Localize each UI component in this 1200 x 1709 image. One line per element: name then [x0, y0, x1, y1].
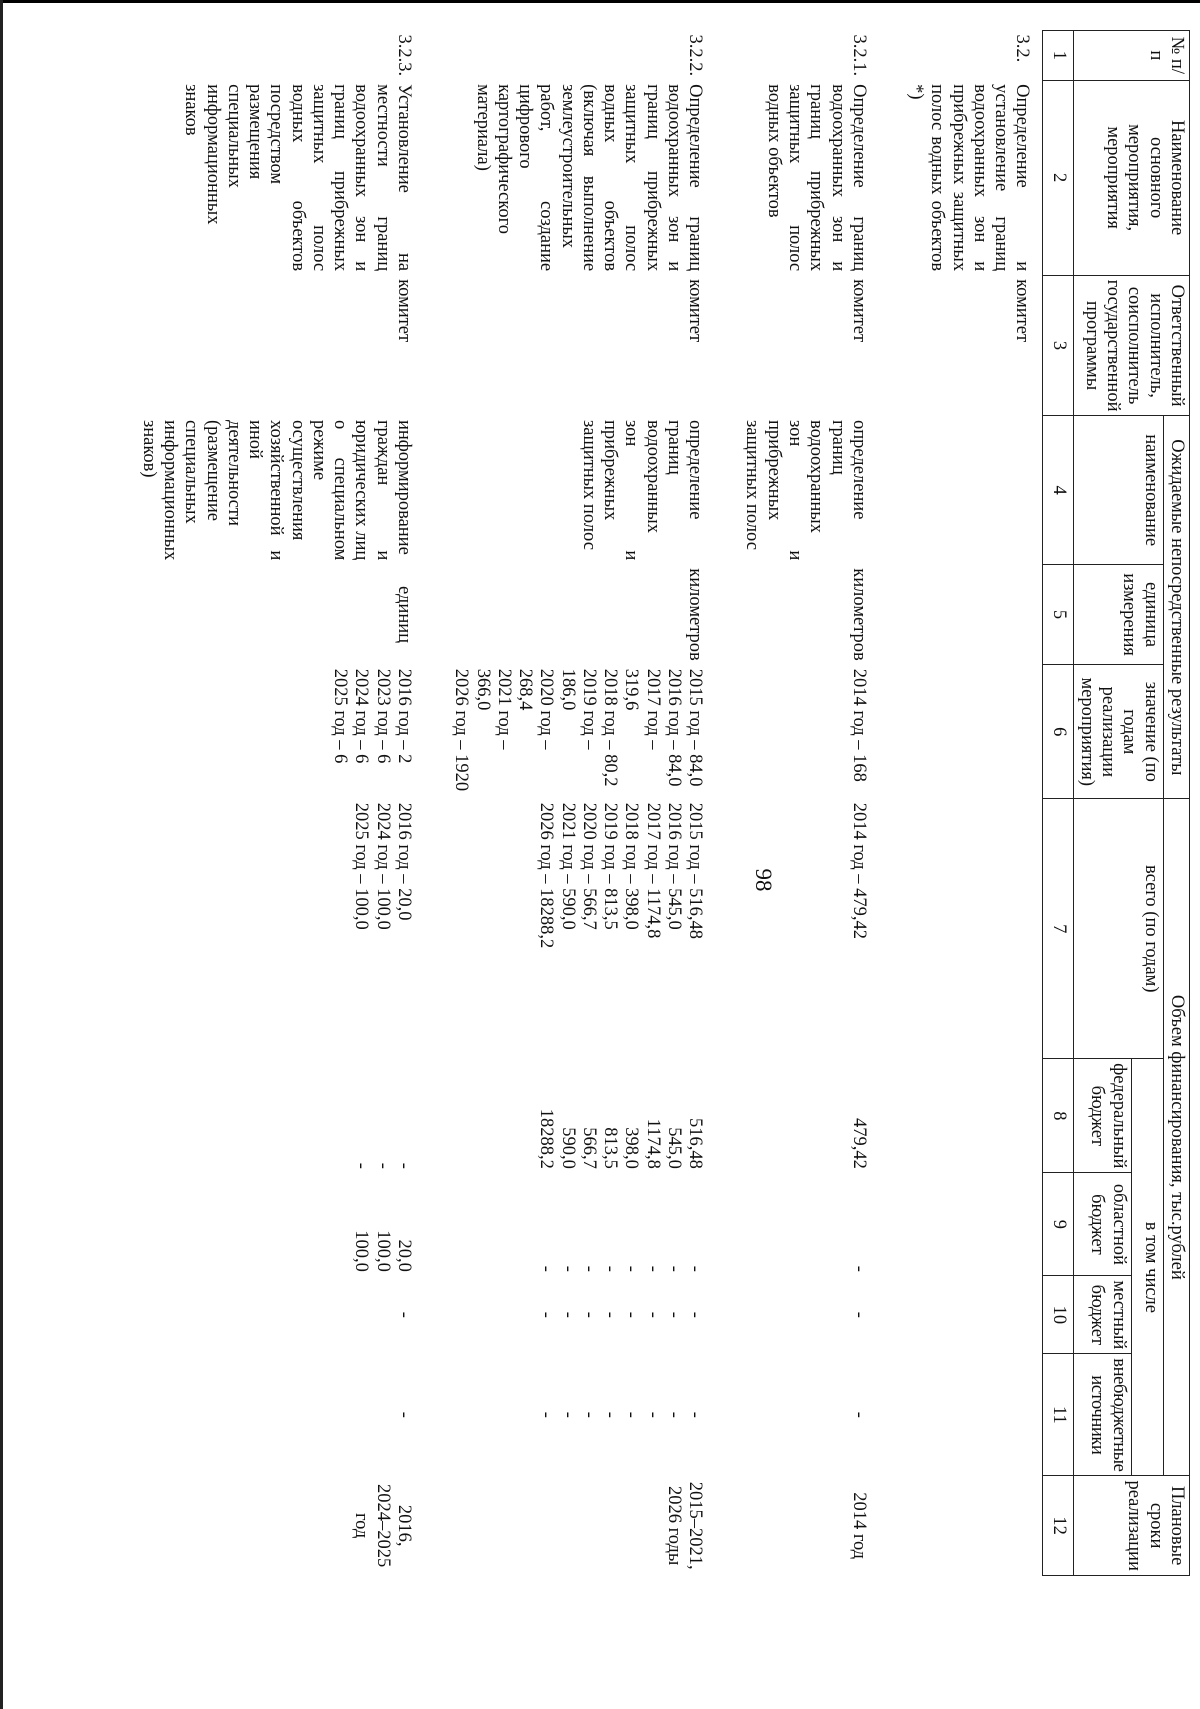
regional-budget-cell — [739, 1173, 903, 1276]
regional-budget-line: - — [578, 1265, 599, 1272]
responsible: комитет — [685, 279, 706, 343]
result-unit: единиц — [394, 586, 415, 644]
table-body — [136, 31, 1043, 1576]
local-budget-line: - — [663, 1311, 684, 1318]
responsible-cell — [739, 275, 903, 416]
local-budget-line: - — [685, 1311, 706, 1318]
header-including: в том числе — [1131, 1059, 1163, 1476]
regional-budget-cell — [136, 1173, 448, 1276]
funding-totals-line: 2016 год – 545,0 — [663, 802, 684, 930]
funding-totals-line: 2020 год – 566,7 — [578, 802, 599, 930]
federal-budget-cell — [448, 1059, 739, 1173]
header-results-group: Ожидаемые непосредственные результаты — [1163, 416, 1189, 799]
funding-totals-line: 2016 год – 20,0 — [394, 802, 415, 921]
funding-totals-line: 2018 год – 398,0 — [621, 802, 642, 930]
regional-budget-line: - — [621, 1265, 642, 1272]
program-table — [136, 30, 1190, 1576]
result-name: определение границ водоохранных зон и прибрежных защитных полос — [742, 419, 869, 561]
regional-budget-line: 100,0 — [372, 1230, 393, 1272]
row-number: 3.2. — [1012, 34, 1033, 63]
local-budget-line: - — [394, 1311, 415, 1318]
federal-budget-line: 1174,8 — [642, 1118, 663, 1169]
result-values-line: 2024 год – 6 — [351, 668, 372, 764]
header-responsible: Ответственный исполнитель, соисполнитель государственной программы — [1073, 275, 1189, 416]
offbudget-sources-cell — [739, 1354, 903, 1476]
result-values-line: 2025 год – 6 — [330, 668, 351, 764]
offbudget-sources-line: - — [642, 1411, 663, 1418]
row-number-cell — [136, 31, 448, 81]
federal-budget-line: 398,0 — [621, 1127, 642, 1169]
funding-totals-line: 2026 год – 18288,2 — [536, 802, 557, 949]
responsible: комитет — [848, 279, 869, 343]
funding-totals-cell — [739, 799, 903, 1059]
result-values-line: 2015 год – 84,0 — [685, 668, 706, 787]
result-name-cell — [136, 416, 448, 564]
table-row — [739, 31, 903, 1576]
event-name: Установление на местности границ водоохранных зон и границ прибрежных защитных полос водных объектов посредством размещения специальных информационных знаков — [181, 84, 415, 272]
table-row — [136, 31, 448, 1576]
result-unit-cell — [903, 564, 1043, 664]
event-name: Определение границ водоохранных зон и границ прибрежных защитных полос водных объектов (включая выполнение землеустроительных работ, создание цифрового картографического материала) — [472, 84, 706, 272]
header-no: № п/п — [1073, 31, 1189, 81]
federal-budget-line: - — [394, 1162, 415, 1169]
event-name-cell — [448, 80, 739, 275]
responsible-cell — [448, 275, 739, 416]
funding-totals-line: 2014 год – 479,42 — [848, 802, 869, 940]
column-number: 4 — [1043, 416, 1073, 564]
result-values-cell — [136, 665, 448, 799]
federal-budget-cell — [903, 1059, 1043, 1173]
regional-budget-line: - — [685, 1265, 706, 1272]
result-values-cell — [903, 665, 1043, 799]
responsible: комитет — [1012, 279, 1033, 343]
responsible-cell — [136, 275, 448, 416]
federal-budget-line: 516,48 — [685, 1118, 706, 1169]
result-name-cell — [903, 416, 1043, 564]
funding-totals-line: 2024 год – 100,0 — [372, 802, 393, 930]
period-cell — [136, 1476, 448, 1575]
offbudget-sources-line: - — [557, 1411, 578, 1418]
offbudget-sources-cell — [448, 1354, 739, 1476]
column-number: 11 — [1043, 1354, 1073, 1476]
offbudget-sources-cell — [903, 1354, 1043, 1476]
funding-totals-cell — [448, 799, 739, 1059]
column-number: 2 — [1043, 80, 1073, 275]
funding-totals-line: 2019 год – 813,5 — [600, 802, 621, 930]
federal-budget-line: 590,0 — [557, 1127, 578, 1169]
result-unit-cell — [448, 564, 739, 664]
offbudget-sources-line: - — [663, 1411, 684, 1418]
column-number: 3 — [1043, 275, 1073, 416]
local-budget-cell — [903, 1276, 1043, 1354]
federal-budget-line: 18288,2 — [536, 1108, 557, 1169]
local-budget-cell — [739, 1276, 903, 1354]
header-federal: федеральный бюджет — [1073, 1059, 1131, 1173]
offbudget-sources-line: - — [600, 1411, 621, 1418]
header-offbudget: внебюджетные источники — [1073, 1354, 1131, 1476]
result-values-line: 2017 год – 319,6 — [621, 668, 663, 750]
table-row — [448, 31, 739, 1576]
header-regional: областной бюджет — [1073, 1173, 1131, 1276]
result-values-line: 2019 год – 186,0 — [557, 668, 599, 750]
local-budget-cell — [136, 1276, 448, 1354]
event-name-cell — [903, 80, 1043, 275]
row-number: 3.2.3. — [394, 34, 415, 77]
offbudget-sources-cell — [136, 1354, 448, 1476]
regional-budget-line: 20,0 — [394, 1239, 415, 1272]
offbudget-sources-line: - — [685, 1411, 706, 1418]
federal-budget-line: 479,42 — [848, 1118, 869, 1169]
regional-budget-line: - — [848, 1265, 869, 1272]
period-cell — [739, 1476, 903, 1575]
column-number: 7 — [1043, 799, 1073, 1059]
header-total: всего (по годам) — [1073, 799, 1163, 1059]
result-unit-cell — [136, 564, 448, 664]
funding-totals-line: 2017 год – 1174,8 — [642, 802, 663, 939]
result-name-cell — [448, 416, 739, 564]
federal-budget-cell — [136, 1059, 448, 1173]
table-row — [903, 31, 1043, 1576]
funding-totals-cell — [136, 799, 448, 1059]
result-values-line: 2014 год – 168 — [848, 668, 869, 782]
row-number-cell — [903, 31, 1043, 81]
header-result-unit: единица измерения — [1073, 564, 1163, 664]
column-number: 6 — [1043, 665, 1073, 799]
period: 2015–2021, 2026 годы — [663, 1481, 706, 1570]
result-values-line: 2020 год – 268,4 — [515, 668, 557, 750]
top-border-line — [0, 0, 1200, 3]
event-name: Определение границ водоохранных зон и границ прибрежных защитных полос водных объектов — [763, 84, 869, 272]
column-number: 8 — [1043, 1059, 1073, 1173]
period-cell — [448, 1476, 739, 1575]
row-number-cell — [448, 31, 739, 81]
header-period: Плановые сроки реализации — [1073, 1476, 1189, 1575]
period-cell — [903, 1476, 1043, 1575]
federal-budget-line: 813,5 — [600, 1127, 621, 1169]
event-name-cell — [136, 80, 448, 275]
result-values-line: 2021 год – 366,0 — [472, 668, 514, 750]
local-budget-line: - — [848, 1311, 869, 1318]
event-name: Определение и установление границ водоохранных зон и прибрежных защитных полос водных объектов *) — [906, 84, 1033, 272]
result-values-line: 2018 год – 80,2 — [600, 668, 621, 787]
offbudget-sources-line: - — [621, 1411, 642, 1418]
event-name-cell — [739, 80, 903, 275]
page-number: 98 — [751, 868, 776, 892]
result-values-line: 2023 год – 6 — [372, 668, 393, 764]
local-budget-line: - — [600, 1311, 621, 1318]
result-values-line: 2016 год – 84,0 — [663, 668, 684, 787]
offbudget-sources-line: - — [394, 1411, 415, 1418]
federal-budget-line: - — [372, 1162, 393, 1169]
result-unit: километров — [848, 568, 869, 661]
column-number: 10 — [1043, 1276, 1073, 1354]
federal-budget-line: - — [351, 1162, 372, 1169]
regional-budget-line: - — [600, 1265, 621, 1272]
header-event-name: Наименование основного мероприятия, мероприятия — [1073, 80, 1189, 275]
row-number: 3.2.1. — [848, 34, 869, 77]
funding-totals-line: 2025 год – 100,0 — [351, 802, 372, 930]
local-budget-cell — [448, 1276, 739, 1354]
result-unit-cell — [739, 564, 903, 664]
column-number: 1 — [1043, 31, 1073, 81]
result-name: информирование граждан и юридических лиц о специальном режиме осуществления хозяйственной и иной деятельности (размещение специальных информационных знаков) — [138, 419, 415, 561]
regional-budget-line: - — [642, 1265, 663, 1272]
column-number: 5 — [1043, 564, 1073, 664]
result-values-line: 2026 год – 1920 — [451, 668, 472, 792]
header-funding-group: Объем финансирования, тыс.рублей — [1163, 799, 1189, 1476]
result-name: определение границ водоохранных зон и прибрежных защитных полос — [578, 419, 706, 561]
result-values-cell — [739, 665, 903, 799]
funding-totals-line: 2021 год – 590,0 — [557, 802, 578, 930]
column-number: 12 — [1043, 1476, 1073, 1575]
rotated-page — [138, 30, 1190, 1690]
regional-budget-line: - — [536, 1265, 557, 1272]
federal-budget-cell — [739, 1059, 903, 1173]
result-name-cell — [739, 416, 903, 564]
regional-budget-line: - — [557, 1265, 578, 1272]
row-number: 3.2.2. — [685, 34, 706, 77]
regional-budget-line: - — [663, 1265, 684, 1272]
column-number: 9 — [1043, 1173, 1073, 1276]
federal-budget-line: 545,0 — [663, 1127, 684, 1169]
period: 2014 год — [848, 1492, 869, 1560]
local-budget-line: - — [557, 1311, 578, 1318]
regional-budget-cell — [903, 1173, 1043, 1276]
local-budget-line: - — [621, 1311, 642, 1318]
period: 2016, 2024–2025 год — [351, 1484, 415, 1568]
row-number-cell — [739, 31, 903, 81]
regional-budget-cell — [448, 1173, 739, 1276]
local-budget-line: - — [578, 1311, 599, 1318]
local-budget-line: - — [642, 1311, 663, 1318]
offbudget-sources-line: - — [536, 1411, 557, 1418]
header-local: местный бюджет — [1073, 1276, 1131, 1354]
result-values-cell — [448, 665, 739, 799]
regional-budget-line: 100,0 — [351, 1230, 372, 1272]
header-result-value: значение (по годам реализации мероприятия) — [1073, 665, 1163, 799]
responsible-cell — [903, 275, 1043, 416]
offbudget-sources-line: - — [578, 1411, 599, 1418]
funding-totals-cell — [903, 799, 1043, 1059]
funding-totals-line: 2015 год – 516,48 — [685, 802, 706, 940]
header-result-name: наименование — [1073, 416, 1163, 564]
local-budget-line: - — [536, 1311, 557, 1318]
result-unit: километров — [685, 568, 706, 661]
responsible: комитет — [394, 279, 415, 343]
offbudget-sources-line: - — [848, 1411, 869, 1418]
result-values-line: 2016 год – 2 — [394, 668, 415, 764]
federal-budget-line: 566,7 — [578, 1127, 599, 1169]
left-border-line — [0, 0, 3, 1709]
